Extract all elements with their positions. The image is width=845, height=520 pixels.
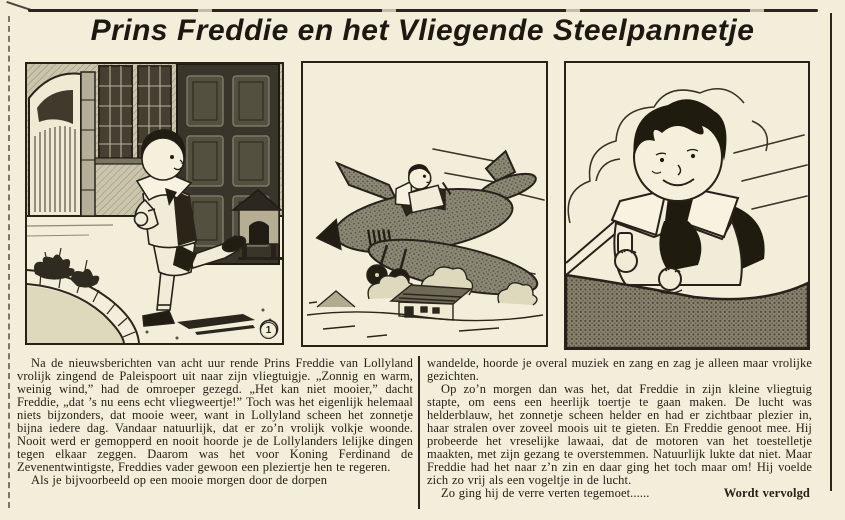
right-rule bbox=[830, 13, 832, 491]
comic-panel-1 bbox=[25, 62, 284, 345]
column-divider bbox=[418, 356, 420, 509]
left-dashed-rule bbox=[8, 16, 10, 508]
comic-panel-2 bbox=[301, 61, 548, 347]
panel-number: 1 bbox=[260, 322, 277, 339]
page-title: Prins Freddie en het Vliegende Steelpannetje bbox=[90, 14, 755, 47]
top-rule bbox=[28, 9, 818, 12]
paragraph: wandelde, hoorde je overal muziek en zang en zag je alleen maar vrolijke gezichten. bbox=[427, 356, 812, 383]
article-column-left bbox=[17, 357, 413, 487]
comic-panel-3 bbox=[564, 61, 810, 350]
continuation-notice: Wordt vervolgd bbox=[723, 486, 810, 500]
boy-face bbox=[633, 99, 726, 201]
panel-1-art bbox=[27, 64, 282, 343]
closing-sentence: Zo ging hij de verre verten tegemoet...... bbox=[441, 486, 650, 500]
paragraph-end bbox=[427, 487, 812, 500]
paragraph: Op zo’n morgen dan was het, dat Freddie in zijn kleine vliegtuig stapte, om eens een heerlijk toertje te gaan maken. De lucht was helderblauw, het zonnetje scheen helder en had er zichtbaar plezier in, haar stralen over zoveel moois uit te gieten. En Freddie genoot mee. Hij probeerde het vreselijke lawaai, dat de motoren van het toestelletje maakten, met zijn gezang te overstemmen. Natuurlijk lukte dat niet. Maar Freddie had het naar z’n zin en daar ging het toch maar om! Hij voelde zich zo vrij als een vogeltje in de lucht. bbox=[427, 382, 812, 487]
palace-archway bbox=[29, 72, 95, 216]
panel-3-art bbox=[566, 63, 808, 348]
paragraph: Na de nieuwsberichten van acht uur rende Prins Freddie van Lollyland vrolijk zingend de Paleispoort uit naar zijn vliegtuigje. „Zonnig en warm, weinig wind,” had de omroeper gezegd. „Het kan niet mooier,” dacht Freddie, „dat ’s nu eens echt vliegweertje!” Toch was het eigenlijk helemaal niets bijzonders, dat mooie weer, want in Lollyland scheen het zonnetje bijna iedere dag. Vandaar natuurlijk, dat er zo’n vrolijk volkje woonde. Nooit werd er gemopperd en nooit hoorde je de Lollylanders lelijke dingen tegen elkaar zeggen. Daarom was het voor Koning Ferdinand de Zevenentwintigste, Freddies vader gewoon een pleziertje hen te regeren. bbox=[17, 356, 413, 474]
panel-2-art bbox=[303, 63, 546, 345]
article-column-right bbox=[427, 357, 812, 500]
paragraph: Als je bijvoorbeeld op een mooie morgen door de dorpen bbox=[31, 473, 328, 487]
